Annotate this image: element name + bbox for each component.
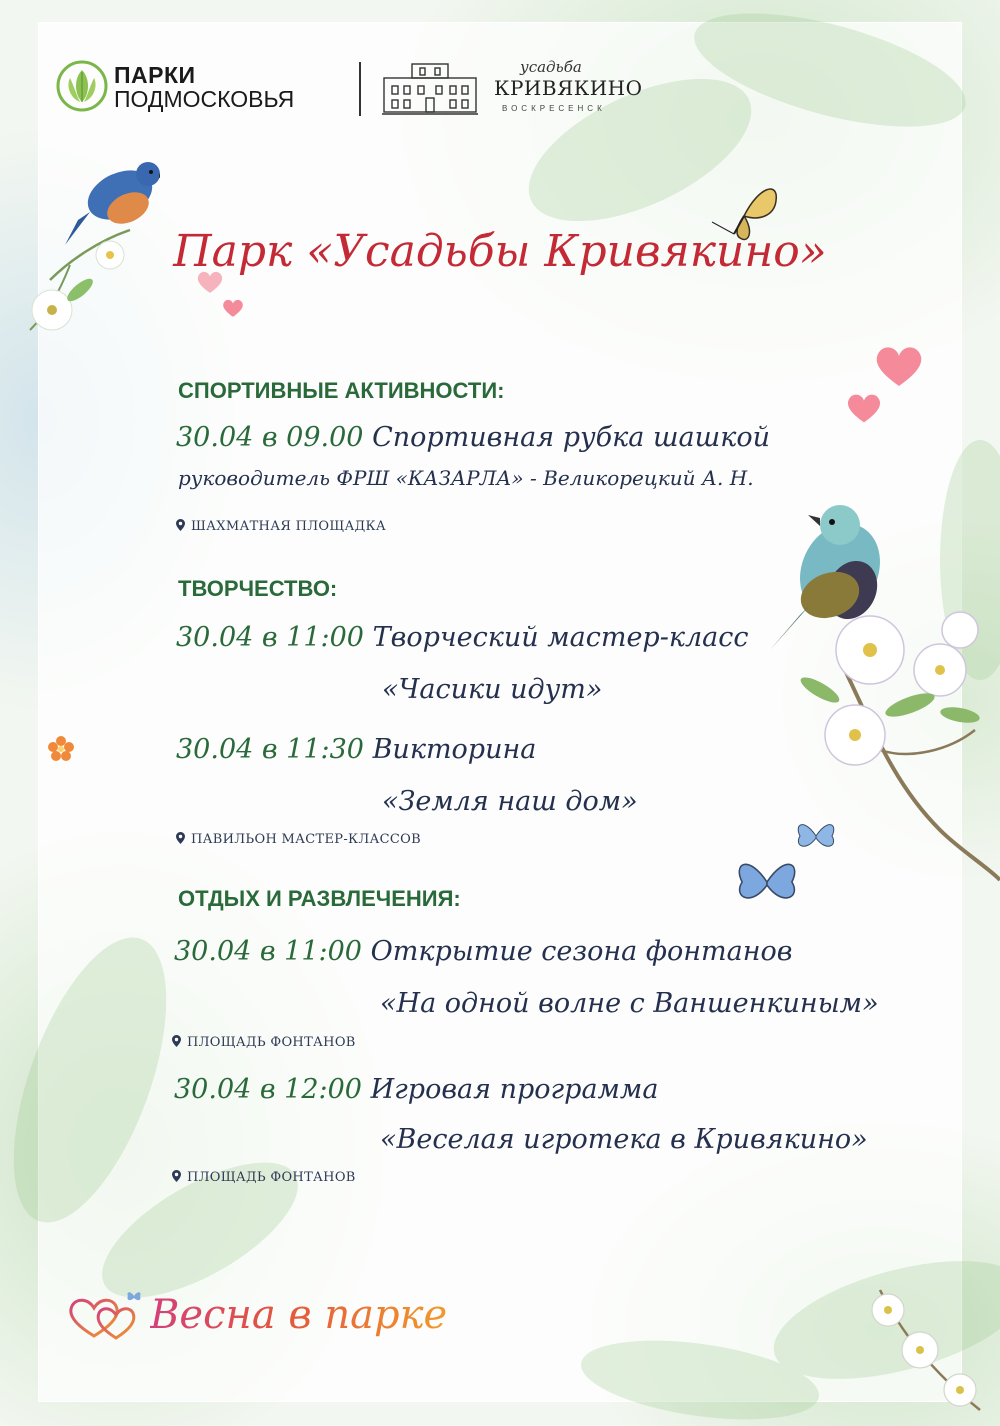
estate-logo-script: усадьба: [520, 58, 582, 76]
event-time: 30.04 в 11:00: [176, 622, 364, 653]
event-saber-cutting: [176, 422, 770, 453]
header-logos: [56, 58, 656, 122]
heart-icon: [222, 298, 244, 318]
location-pin-icon: [172, 1170, 181, 1182]
location-label: ПАВИЛЬОН МАСТЕР-КЛАССОВ: [191, 832, 421, 847]
location-pin-icon: [172, 1035, 181, 1047]
event-name: Викторина: [372, 734, 537, 765]
event-leader: руководитель ФРШ «КАЗАРЛА» - Великорецкий А. Н.: [178, 466, 754, 490]
section-heading-leisure: ОТДЫХ И РАЗВЛЕЧЕНИЯ:: [178, 886, 461, 911]
logo-divider: [359, 62, 361, 116]
section-heading-creativity: ТВОРЧЕСТВО:: [178, 576, 338, 601]
parks-leaf-icon: [56, 60, 108, 112]
flower-icon: [840, 1280, 990, 1420]
location-label: ПЛОЩАДЬ ФОНТАНОВ: [187, 1170, 356, 1185]
parks-logo-line1: ПАРКИ: [114, 62, 196, 88]
section-heading-sports: СПОРТИВНЫЕ АКТИВНОСТИ:: [178, 378, 505, 403]
event-master-class: [176, 622, 748, 653]
location-label: ПЛОЩАДЬ ФОНТАНОВ: [187, 1035, 356, 1050]
event-fountain-opening: [174, 936, 792, 967]
butterfly-icon: [794, 818, 838, 854]
event-name: Спортивная рубка шашкой: [372, 422, 770, 453]
event-name: Открытие сезона фонтанов: [370, 936, 793, 967]
event-subtitle: «Земля наш дом»: [382, 786, 638, 817]
spring-hearts-logo-icon: [64, 1286, 154, 1346]
estate-logo-name: КРИВЯКИНО: [494, 76, 643, 100]
estate-logo-city: ВОСКРЕСЕНСК: [502, 104, 606, 113]
event-subtitle: «На одной волне с Ваншенкиным»: [380, 988, 879, 1019]
event-subtitle: «Веселая игротека в Кривякино»: [380, 1124, 868, 1155]
event-quiz: [176, 734, 536, 765]
location-label: ШАХМАТНАЯ ПЛОЩАДКА: [191, 519, 386, 534]
location-fountain-square: [172, 1170, 356, 1185]
heart-icon: [874, 344, 924, 388]
event-game-program: [174, 1074, 658, 1105]
event-time: 30.04 в 12:00: [174, 1074, 362, 1105]
location-chess-square: [176, 519, 386, 534]
event-name: Игровая программа: [370, 1074, 659, 1105]
page-title: Парк «Усадьбы Кривякино»: [173, 226, 827, 277]
event-time: 30.04 в 09.00: [176, 422, 364, 453]
heart-icon: [846, 392, 882, 424]
manor-house-icon: [382, 58, 478, 116]
event-time: 30.04 в 11:30: [176, 734, 364, 765]
location-pin-icon: [176, 519, 185, 531]
event-subtitle: «Часики идут»: [382, 674, 603, 705]
flower-icon: [48, 736, 74, 762]
butterfly-icon: [732, 854, 802, 910]
event-name: Творческий мастер-класс: [372, 622, 749, 653]
event-time: 30.04 в 11:00: [174, 936, 362, 967]
location-fountain-square: [172, 1035, 356, 1050]
parks-logo-line2: ПОДМОСКОВЬЯ: [114, 86, 295, 112]
spring-in-park-slogan: Весна в парке: [150, 1292, 448, 1338]
location-master-class-pavilion: [176, 832, 421, 847]
location-pin-icon: [176, 832, 185, 844]
